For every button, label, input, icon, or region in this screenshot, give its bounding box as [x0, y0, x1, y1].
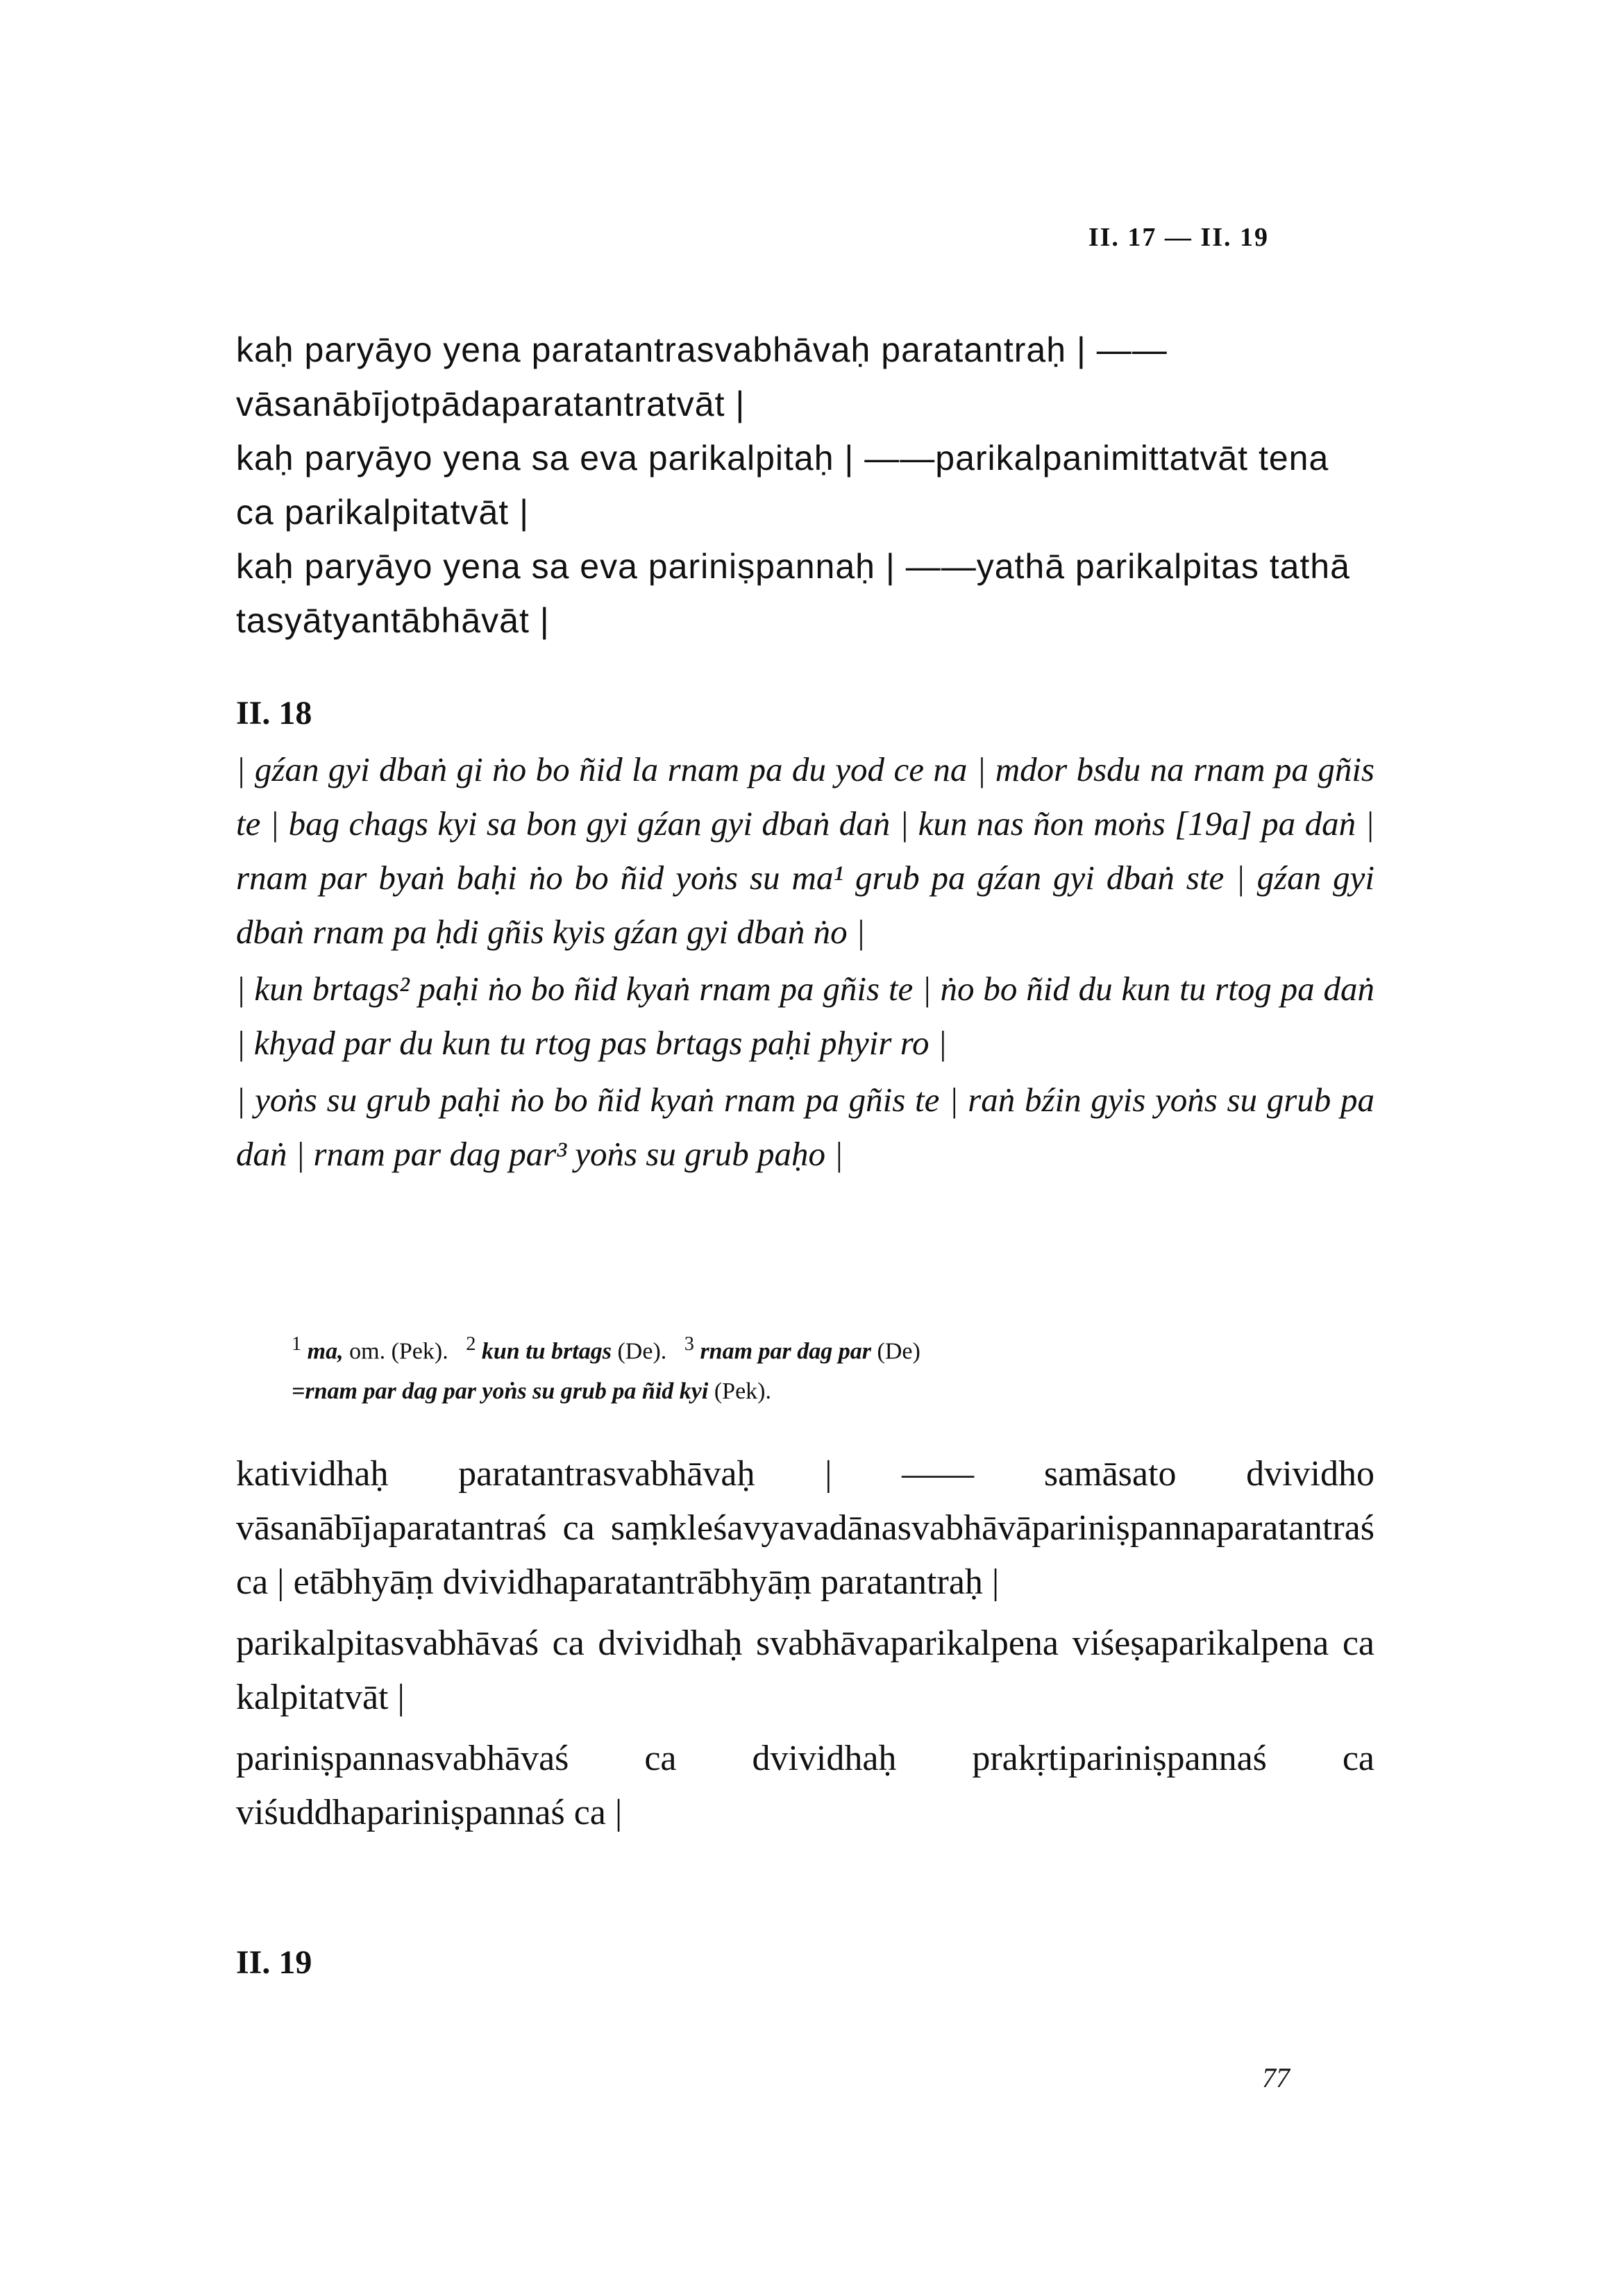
sanskrit-block-1 [236, 323, 1374, 648]
tibetan-paragraph-2: | kun brtags² paḥi ṅo bo ñid kyaṅ rnam pa gñis te | ṅo bo ñid du kun tu rtog pa daṅ | khyad par du kun tu rtog pas brtags paḥi phyir ro | [236, 970, 1374, 1062]
footnote-2-term: kun tu brtags [481, 1338, 612, 1365]
sanskrit-line-3: kaḥ paryāyo yena sa eva pariniṣpannaḥ | ——yathā parikalpitas tathā tasyātyantābhāvāt | [236, 547, 1350, 640]
tibetan-text-block [236, 743, 1374, 1184]
footnote-3-term: rnam par dag par [700, 1338, 872, 1365]
sanskrit-line-1: kaḥ paryāyo yena paratantrasvabhāvaḥ paratantraḥ | —— vāsanābījotpādaparatantratvāt | [236, 330, 1168, 423]
footnote-marker-1: 1 [292, 1333, 302, 1355]
footnote-1-rest: om. (Pek). [343, 1338, 448, 1365]
footnote-2-rest: (De). [611, 1338, 667, 1365]
sanskrit-paragraph-3: pariniṣpannasvabhāvaś ca dvividhaḥ prakṛtipariniṣpannaś ca viśuddhapariniṣpannaś ca | [236, 1739, 1374, 1832]
section-heading-18: II. 18 [236, 695, 312, 732]
footnote-marker-3: 3 [684, 1333, 694, 1355]
sanskrit-line-2: kaḥ paryāyo yena sa eva parikalpitaḥ | ——parikalpanimittatvāt tena ca parikalpitatvāt | [236, 439, 1329, 532]
sanskrit-block-2 [236, 1447, 1374, 1847]
footnotes [292, 1324, 1374, 1412]
section-heading-19: II. 19 [236, 1944, 312, 1981]
footnote-3b-rest: (Pek). [708, 1378, 771, 1405]
footnote-3-rest: (De) [871, 1338, 920, 1365]
footnote-marker-2: 2 [466, 1333, 476, 1355]
tibetan-paragraph-1: | gźan gyi dbaṅ gi ṅo bo ñid la rnam pa du yod ce na | mdor bsdu na rnam pa gñis te | bag chags kyi sa bon gyi gźan gyi dbaṅ daṅ | kun nas ñon moṅs [19a] pa daṅ | rnam par byaṅ baḥi ṅo bo ñid yoṅs su ma¹ grub pa gźan gyi dbaṅ ste | gźan gyi dbaṅ rnam pa ḥdi gñis kyis gźan gyi dbaṅ ṅo | [236, 750, 1374, 951]
footnote-1-term: ma, [307, 1338, 344, 1365]
footnote-line-1 [292, 1324, 1374, 1371]
sanskrit-paragraph-2: parikalpitasvabhāvaś ca dvividhaḥ svabhāvaparikalpena viśeṣaparikalpena ca kalpitatvāt | [236, 1623, 1374, 1717]
footnote-3b-term: =rnam par dag par yoṅs su grub pa ñid kyi [292, 1378, 709, 1405]
sanskrit-paragraph-1: katividhaḥ paratantrasvabhāvaḥ | —— samāsato dvividho vāsanābījaparatantraś ca saṃkleśavyavadānasvabhāvāpariniṣpannaparatantraś ca | etābhyāṃ dvividhaparatantrābhyāṃ paratantraḥ | [236, 1454, 1374, 1602]
footnote-line-2 [292, 1371, 1374, 1412]
running-head: II. 17 — II. 19 [1088, 223, 1269, 252]
tibetan-paragraph-3: | yoṅs su grub paḥi ṅo bo ñid kyaṅ rnam pa gñis te | raṅ bźin gyis yoṅs su grub pa daṅ | rnam par dag par³ yoṅs su grub paḥo | [236, 1081, 1374, 1173]
page-number: 77 [1262, 2062, 1290, 2093]
